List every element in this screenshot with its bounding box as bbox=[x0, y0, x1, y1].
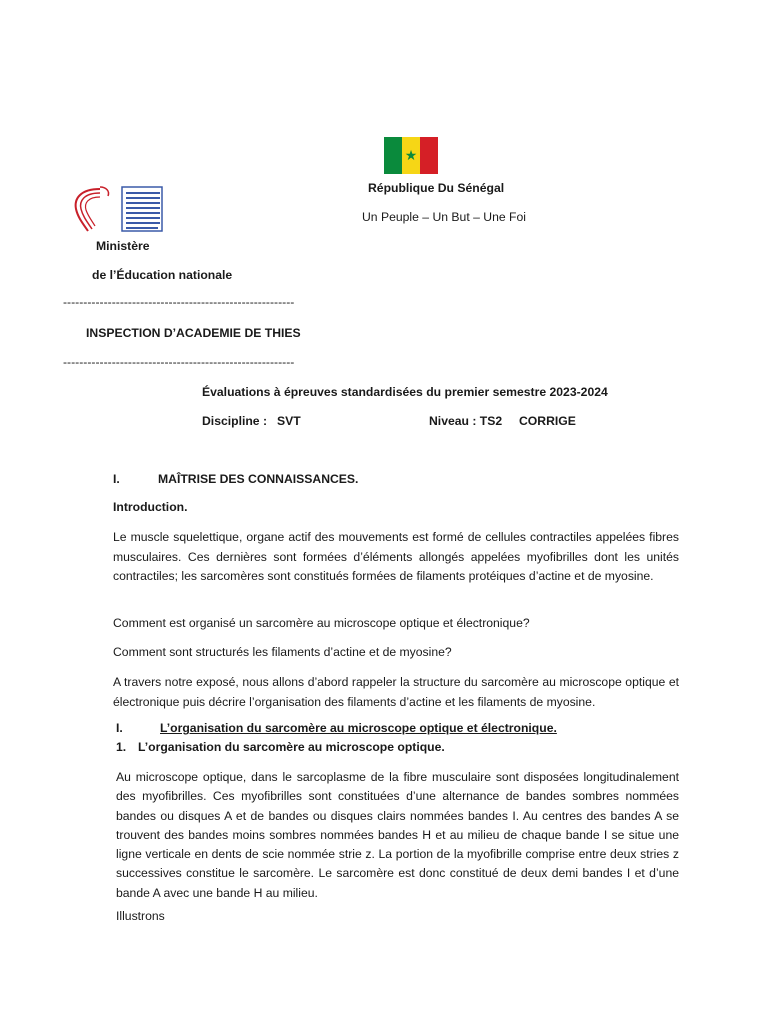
intro-paragraph: Le muscle squelettique, organe actif des mouvements est formé de cellules contractiles appelées fibres musculaires. Ces dernières sont formées d’éléments allongés appelées myofibrilles dont les unités contractiles; les sarcomères sont constitués formées de filaments protéiques d’actine et de myosine. bbox=[113, 530, 679, 583]
separator-bottom: --------------------------------------------------------- bbox=[63, 355, 295, 369]
question-2: Comment sont structurés les filaments d’actine et de myosine? bbox=[113, 645, 452, 659]
discipline-value: SVT bbox=[277, 414, 301, 428]
ministry-logo bbox=[70, 185, 164, 233]
subsection1-number: 1. bbox=[116, 740, 127, 754]
question-1: Comment est organisé un sarcomère au microscope optique et électronique? bbox=[113, 616, 530, 630]
ministry-line2: de l’Éducation nationale bbox=[92, 268, 233, 282]
star-icon: ★ bbox=[404, 147, 418, 163]
senegal-flag bbox=[384, 137, 438, 174]
niveau-label: Niveau : TS2 bbox=[429, 414, 503, 428]
section1-number: I. bbox=[113, 472, 120, 486]
separator-top: --------------------------------------------------------- bbox=[63, 295, 295, 309]
subsection1-title: L’organisation du sarcomère au microscope optique. bbox=[138, 740, 445, 754]
section1-title: MAÎTRISE DES CONNAISSANCES. bbox=[158, 472, 359, 486]
part1-number: I. bbox=[116, 721, 123, 735]
discipline-label: Discipline : bbox=[202, 414, 268, 428]
plan-paragraph: A travers notre exposé, nous allons d’abord rappeler la structure du sarcomère au microscope optique et électronique puis décrire l’organisation des filaments d’actine et les filaments de myosine. bbox=[113, 675, 679, 709]
illustrons-text: Illustrons bbox=[116, 909, 165, 923]
exam-title: Évaluations à épreuves standardisées du premier semestre 2023-2024 bbox=[202, 385, 608, 399]
national-motto: Un Peuple – Un But – Une Foi bbox=[362, 210, 526, 224]
optique-paragraph: Au microscope optique, dans le sarcoplasme de la fibre musculaire sont disposées longitudinalement des myofibrilles. Ces myofibrilles sont constituées d’une alternance de bandes sombres nommées bandes ou disques A et de bandes ou disques clairs nommées bandes I. Au centres des bandes A se trouvent des bandes moins sombres nommées bandes H et au milieu de chaque bande I se situe une ligne verticale en dents de scie nommée strie z. La portion de la myofibrille comprise entre deux stries z successives constitue le sarcomère. Le sarcomère est donc constitué de deux demi bandes I et d’une bande A avec une bande H au milieu. bbox=[116, 770, 679, 900]
part1-title: L’organisation du sarcomère au microscope optique et électronique. bbox=[160, 721, 557, 735]
inspection-title: INSPECTION D’ACADEMIE DE THIES bbox=[86, 326, 301, 340]
ministry-line1: Ministère bbox=[96, 239, 150, 253]
introduction-heading: Introduction. bbox=[113, 500, 188, 514]
corrige-label: CORRIGE bbox=[519, 414, 576, 428]
republic-title: République Du Sénégal bbox=[368, 181, 505, 195]
